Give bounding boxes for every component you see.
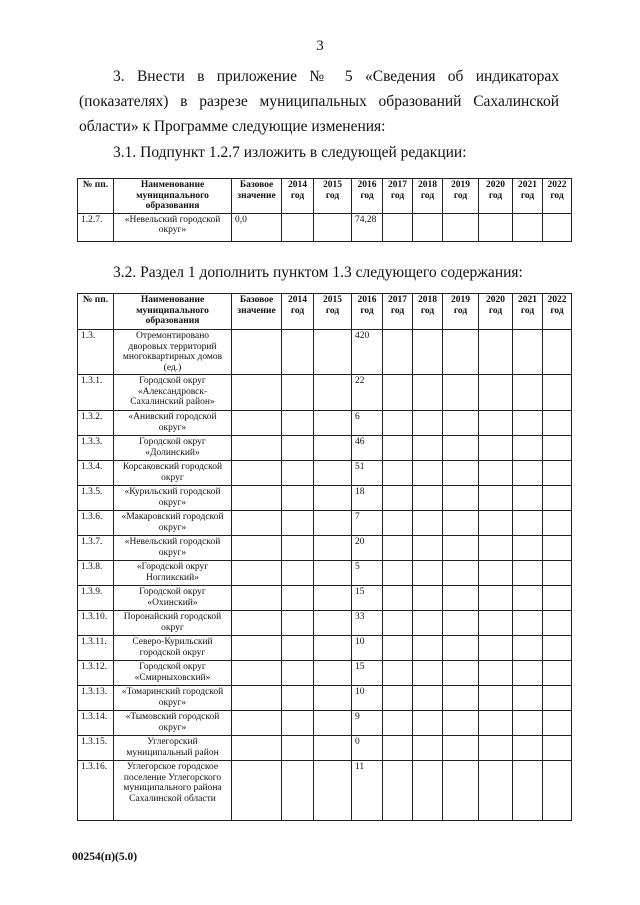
table-row <box>78 536 572 561</box>
cell-2016: 46 <box>352 436 383 461</box>
cell-base: 0,0 <box>232 213 282 241</box>
table-row <box>78 330 572 375</box>
table-header-row <box>78 179 572 214</box>
header-name: Наименование муниципального образования <box>114 179 232 214</box>
cell-2016: 51 <box>352 461 383 486</box>
table-subitem-1-2-7 <box>77 178 572 242</box>
cell-num: 1.3.13. <box>78 686 114 711</box>
header-2022: 2022 год <box>543 294 572 330</box>
header-2020: 2020 год <box>479 179 513 214</box>
table-row <box>78 661 572 686</box>
cell-2016: 18 <box>352 486 383 511</box>
cell-name: «Невельский городской округ» <box>114 213 232 241</box>
header-2021: 2021 год <box>513 294 543 330</box>
cell-name: Городской округ «Смирныховский» <box>114 661 232 686</box>
cell-name: «Курильский городской округ» <box>114 486 232 511</box>
header-2017: 2017 год <box>383 179 413 214</box>
cell-name: «Городской округ Ногликский» <box>114 561 232 586</box>
cell-name: «Анивский городской округ» <box>114 411 232 436</box>
header-2022: 2022 год <box>543 179 572 214</box>
header-2016: 2016 год <box>352 179 383 214</box>
paragraph-subitem-2: 3.2. Раздел 1 дополнить пунктом 1.3 следующего содержания: <box>113 264 523 281</box>
table-row <box>78 561 572 586</box>
cell-name: «Томаринский городской округ» <box>114 686 232 711</box>
table-row <box>78 511 572 536</box>
cell-name: «Макаровский городской округ» <box>114 511 232 536</box>
header-num: № пп. <box>78 179 114 214</box>
header-2014: 2014 год <box>282 179 314 214</box>
cell-2016: 10 <box>352 686 383 711</box>
header-2020: 2020 год <box>479 294 513 330</box>
cell-2016: 33 <box>352 611 383 636</box>
cell-num: 1.3.9. <box>78 586 114 611</box>
table-row <box>78 411 572 436</box>
cell-num: 1.3.3. <box>78 436 114 461</box>
cell-2016: 5 <box>352 561 383 586</box>
cell-name: Корсаковский городской округ <box>114 461 232 486</box>
cell-2016: 0 <box>352 736 383 761</box>
table-row <box>78 611 572 636</box>
paragraph-subitem-1: 3.1. Подпункт 1.2.7 изложить в следующей редакции: <box>113 144 467 161</box>
table-row <box>78 436 572 461</box>
cell-num: 1.3.7. <box>78 536 114 561</box>
header-2018: 2018 год <box>413 294 443 330</box>
cell-num: 1.3.4. <box>78 461 114 486</box>
table-row <box>78 686 572 711</box>
header-base: Базовое значение <box>232 294 282 330</box>
cell-num: 1.3.14. <box>78 711 114 736</box>
cell-num: 1.3.15. <box>78 736 114 761</box>
cell-2016: 6 <box>352 411 383 436</box>
cell-2016: 22 <box>352 375 383 411</box>
header-2015: 2015 год <box>314 294 352 330</box>
cell-num: 1.3.11. <box>78 636 114 661</box>
table-row <box>78 736 572 761</box>
cell-num: 1.3.1. <box>78 375 114 411</box>
table-row <box>78 761 572 821</box>
header-2019: 2019 год <box>443 294 479 330</box>
cell-2016: 11 <box>352 761 383 821</box>
table-row <box>78 461 572 486</box>
table-row <box>78 486 572 511</box>
cell-num: 1.3.2. <box>78 411 114 436</box>
cell-2016: 15 <box>352 586 383 611</box>
cell-name: «Невельский городской округ» <box>114 536 232 561</box>
cell-name: «Тымовский городской округ» <box>114 711 232 736</box>
cell-name: Поронайский городской округ <box>114 611 232 636</box>
table-row <box>78 711 572 736</box>
table-row <box>78 636 572 661</box>
cell-name: Северо-Курильский городской округ <box>114 636 232 661</box>
cell-name: Углегорское городское поселение Углегорского муниципального района Сахалинской области <box>114 761 232 821</box>
page-number: 3 <box>316 38 324 54</box>
cell-name: Городской округ «Охинский» <box>114 586 232 611</box>
cell-2016: 9 <box>352 711 383 736</box>
cell-num: 1.3.5. <box>78 486 114 511</box>
document-code: 00254(п)(5.0) <box>72 851 138 863</box>
header-2017: 2017 год <box>383 294 413 330</box>
table-row <box>78 213 572 241</box>
table-header-row <box>78 294 572 330</box>
paragraph-intro: 3. Внести в приложение № 5 «Сведения об индикаторах (показателях) в разрезе муниципальных образований Сахалинской области» к Программе следующие изменения: <box>79 68 559 135</box>
cell-num: 1.3.16. <box>78 761 114 821</box>
header-base: Базовое значение <box>232 179 282 214</box>
header-2019: 2019 год <box>443 179 479 214</box>
cell-num: 1.3.6. <box>78 511 114 536</box>
cell-num: 1.2.7. <box>78 213 114 241</box>
cell-name: Городской округ «Александровск-Сахалинский район» <box>114 375 232 411</box>
cell-num: 1.3.12. <box>78 661 114 686</box>
cell-name: Городской округ «Долинский» <box>114 436 232 461</box>
table-section-1-3 <box>77 293 572 821</box>
table-row <box>78 375 572 411</box>
header-name: Наименование муниципального образования <box>114 294 232 330</box>
table-row <box>78 586 572 611</box>
cell-2016: 15 <box>352 661 383 686</box>
header-2015: 2015 год <box>314 179 352 214</box>
cell-num: 1.3. <box>78 330 114 375</box>
header-num: № пп. <box>78 294 114 330</box>
header-2021: 2021 год <box>513 179 543 214</box>
cell-2016: 420 <box>352 330 383 375</box>
cell-num: 1.3.10. <box>78 611 114 636</box>
cell-2016: 7 <box>352 511 383 536</box>
cell-name: Отремонтировано дворовых территорий многоквартирных домов (ед.) <box>114 330 232 375</box>
header-2014: 2014 год <box>282 294 314 330</box>
cell-name: Углегорский муниципальный район <box>114 736 232 761</box>
cell-2016: 10 <box>352 636 383 661</box>
header-2016: 2016 год <box>352 294 383 330</box>
cell-2016: 20 <box>352 536 383 561</box>
cell-2016: 74,28 <box>352 213 383 241</box>
cell-num: 1.3.8. <box>78 561 114 586</box>
header-2018: 2018 год <box>413 179 443 214</box>
